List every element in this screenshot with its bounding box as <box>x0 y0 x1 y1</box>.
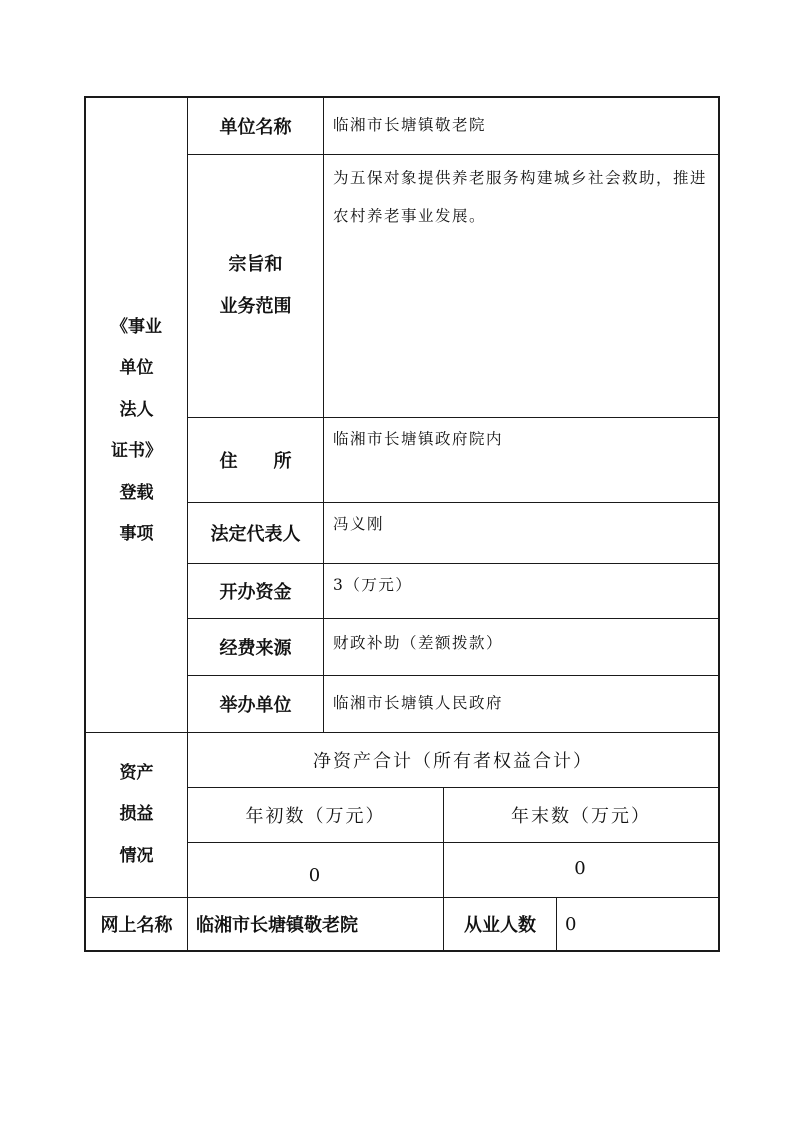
ending-amount-value: 0 <box>574 857 588 879</box>
address-label: 住 所 <box>219 451 292 472</box>
online-name-value: 临湘市长塘镇敬老院 <box>196 915 358 936</box>
assets-label-line: 情况 <box>119 845 154 866</box>
section-label-line: 单位 <box>119 358 154 378</box>
unit-name-value: 临湘市长塘镇敬老院 <box>333 116 487 134</box>
table-bottom-border <box>84 950 720 952</box>
legal-rep-label: 法定代表人 <box>210 524 301 545</box>
net-assets-header: 净资产合计（所有者权益合计） <box>313 751 593 772</box>
assets-label-line: 损益 <box>119 804 154 825</box>
sponsor-value: 临湘市长塘镇人民政府 <box>333 694 504 712</box>
staff-count-label: 从业人数 <box>464 915 536 936</box>
capital-label: 开办资金 <box>219 582 292 603</box>
funding-source-value: 财政补助（差额拨款） <box>333 634 504 652</box>
unit-name-label: 单位名称 <box>219 117 292 138</box>
staff-count-value: 0 <box>565 913 579 935</box>
section-label-line: 事项 <box>119 524 154 544</box>
ending-amount-header: 年末数（万元） <box>511 806 651 827</box>
purpose-scope-label <box>188 155 323 417</box>
section-label-line: 法人 <box>119 399 154 420</box>
section-label-line: 登载 <box>119 482 154 503</box>
funding-source-label: 经费来源 <box>219 638 292 659</box>
assets-section-label <box>86 733 187 897</box>
online-name-label: 网上名称 <box>100 915 173 936</box>
address-value: 临湘市长塘镇政府院内 <box>333 430 504 448</box>
table-right-border <box>718 96 720 952</box>
section-label-line: 《事业 <box>111 316 162 337</box>
assets-label-line: 资产 <box>119 762 154 783</box>
legal-rep-value: 冯义刚 <box>333 515 385 533</box>
beginning-amount-value: 0 <box>308 864 323 886</box>
purpose-label-line: 宗旨和 <box>228 254 283 275</box>
purpose-scope-value: 为五保对象提供养老服务构建城乡社会救助，推进农村养老事业发展。 <box>333 169 708 225</box>
beginning-amount-header: 年初数（万元） <box>245 806 386 827</box>
sponsor-label: 举办单位 <box>219 695 292 716</box>
capital-value: 3（万元） <box>333 576 413 594</box>
section-label-line: 证书》 <box>111 441 162 461</box>
registry-section-label <box>86 98 187 732</box>
purpose-label-line: 业务范围 <box>219 296 292 317</box>
